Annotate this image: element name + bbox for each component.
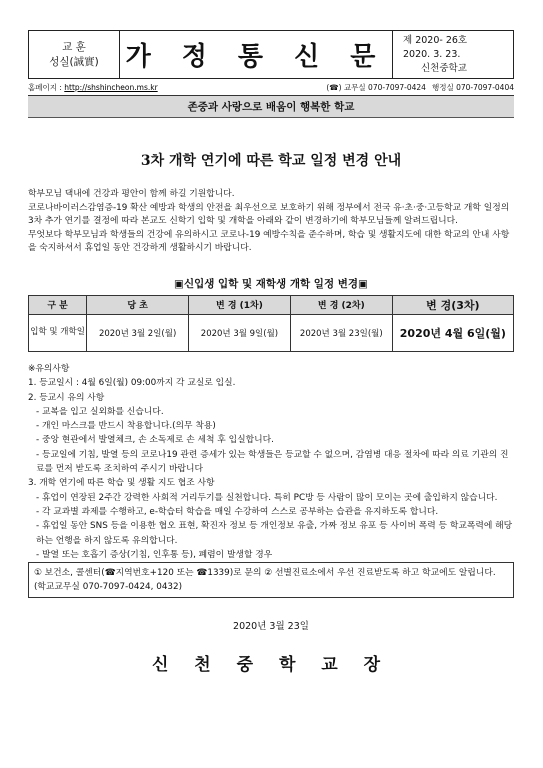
issue-date: 2020. 3. 23. <box>403 48 461 60</box>
issue-footer-date: 2020년 3월 23일 <box>233 621 309 633</box>
office-phone: (☎) 교무실 070-7097-0424 <box>326 83 426 92</box>
contact-bar <box>28 82 514 96</box>
newsletter-page <box>28 30 514 675</box>
list-item: 1. 등교일시 : 4월 6일(월) 09:00까지 각 교실로 입실. <box>28 378 236 389</box>
list-item: - 개인 마스크를 반드시 착용합니다.(의무 착용) <box>36 421 216 432</box>
paragraph: 무엇보다 학부모님과 학생들의 건강에 유의하시고 코로나-19 예방수칙을 준수하며, 학습 및 생활지도에 대한 학교의 안내 사항을 숙지하셔서 휴업일 동안 건강하게 생활하시기 바랍니다. <box>28 229 510 254</box>
box-contact: (학교교무실 070-7097-0424, 0432) <box>34 582 183 593</box>
schedule-table <box>28 295 514 352</box>
principal-signature: 신 천 중 학 교 장 <box>151 655 391 676</box>
list-item: - 휴업일 동안 SNS 등을 이용한 협오 표현, 확진자 정보 등 개인정보 유출, 가짜 정보 유포 등 사이버 폭력 등 학교폭력에 해당하는 언행을 하지 않도록 유의합니다. <box>36 521 513 546</box>
list-item: - 교복을 입고 실외화를 신습니다. <box>36 406 164 417</box>
notice-title: 3차 개학 연기에 따른 학교 일정 변경 안내 <box>140 153 402 169</box>
list-item: - 발열 또는 호흡기 증상(기침, 인후통 등), 폐렴이 발생할 경우 <box>36 549 273 560</box>
issue-number: 제 2020- 26호 <box>403 34 468 46</box>
issue-info <box>393 31 513 78</box>
notes-heading: ※유의사항 <box>28 363 70 374</box>
table-cell: 2020년 3월 23일(월) <box>290 314 392 351</box>
paragraph: 학부모님 댁내에 건강과 평안이 함께 하길 기원합니다. <box>28 189 235 199</box>
box-text: ① 보건소, 콜센터(☎지역번호+120 또는 ☎1339)로 문의 ② 선별진료소에서 우선 진료받도록 하고 학교에도 알립니다. <box>34 568 496 579</box>
table-row <box>29 314 514 351</box>
list-item: - 각 교과별 과제를 수행하고, e-학습터 학습을 매일 수강하여 스스로 공부하는 습관을 유지하도록 합니다. <box>36 506 439 517</box>
column-header: 변 경(3차) <box>392 295 513 314</box>
list-item: 2. 등교시 유의 사항 <box>28 392 105 403</box>
issue-school: 신천중학교 <box>421 62 467 74</box>
list-item: 3. 개학 연기에 따른 학습 및 생활 지도 협조 사항 <box>28 478 215 489</box>
school-slogan: 존중과 사랑으로 배움이 행복한 학교 <box>28 96 514 118</box>
newsletter-title: 가 정 통 신 문 <box>120 31 393 78</box>
motto-text: 성실(誠實) <box>49 55 99 68</box>
notes-section <box>28 362 514 598</box>
table-cell: 2020년 4월 6일(월) <box>392 314 513 351</box>
row-header: 입학 및 개학일 <box>29 314 87 351</box>
contact-notice-box <box>28 562 514 598</box>
masthead-box <box>28 30 514 79</box>
list-item: - 휴업이 연장된 2주간 강력한 사회적 거리두기를 실천합니다. 특히 PC방 등 사람이 많이 모이는 곳에 출입하지 않습니다. <box>36 492 498 503</box>
homepage-label: 홈페이지 : <box>28 83 62 92</box>
list-item: - 등교일에 기침, 발열 등의 코로나19 관련 증세가 있는 학생들은 등교할 수 없으며, 감염병 대응 절차에 따라 의료 기관의 진료를 먼저 받도록 조치하여 주시기 바랍니다 <box>36 449 509 475</box>
column-header: 변 경 (2차) <box>290 295 392 314</box>
schedule-title: ▣신입생 입학 및 재학생 개학 일정 변경▣ <box>174 277 368 290</box>
table-header-row <box>29 295 514 314</box>
table-cell: 2020년 3월 2일(월) <box>87 314 189 351</box>
column-header: 당 초 <box>87 295 189 314</box>
notice-body <box>28 188 514 256</box>
homepage-link[interactable]: http://shshincheon.ms.kr <box>64 83 158 92</box>
table-cell: 2020년 3월 9일(월) <box>189 314 291 351</box>
admin-phone: 행정실 070-7097-0404 <box>431 83 514 92</box>
motto-label: 교 훈 <box>62 40 86 53</box>
column-header: 변 경 (1차) <box>189 295 291 314</box>
school-motto <box>29 31 120 78</box>
list-item: - 중앙 현관에서 발열체크, 손 소독제로 손 세척 후 입실합니다. <box>36 435 274 446</box>
paragraph: 코로나바이러스감염증-19 확산 예방과 학생의 안전을 최우선으로 보호하기 위해 정부에서 전국 유·초·중·고등학교 개학 일정의 3차 추가 연기를 결정에 따라 본교도 신학기 입학 및 개학을 아래와 같이 변경하기에 학부모님들께 알려드립니다. <box>28 202 510 227</box>
column-header: 구 분 <box>29 295 87 314</box>
